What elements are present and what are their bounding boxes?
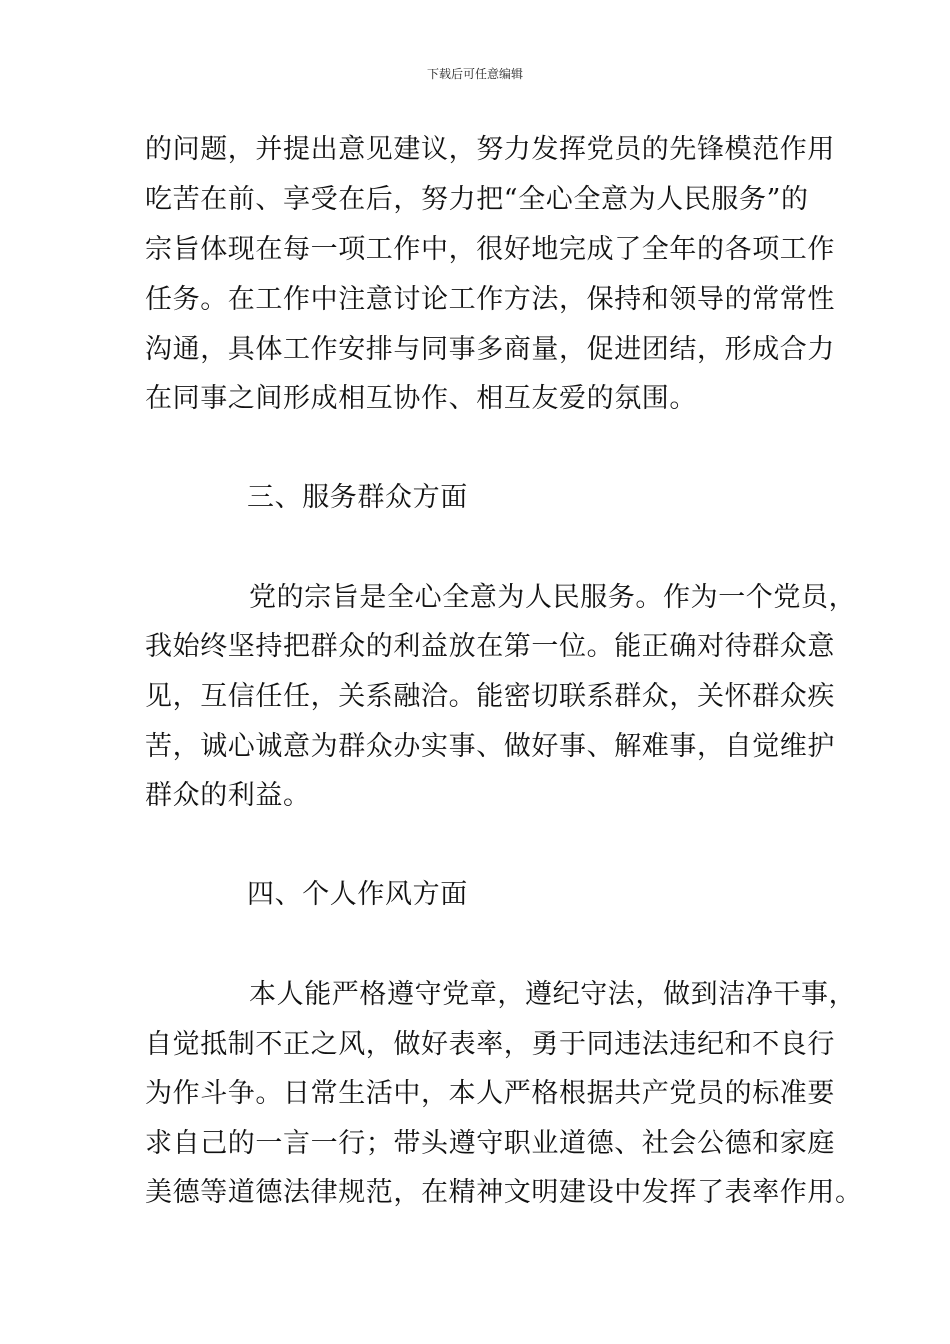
- section-3-line-1: 党的宗旨是全心全意为人民服务。作为一个党员，: [249, 582, 857, 613]
- paragraph-1-line-2: 吃苦在前、享受在后，努力把“全心全意为人民服务”的: [145, 184, 809, 215]
- section-3-line-5: 群众的利益。: [145, 780, 311, 811]
- section-3-heading: 三、服务群众方面: [247, 482, 468, 513]
- section-4-line-3: 为作斗争。日常生活中，本人严格根据共产党员的标准要: [145, 1078, 835, 1109]
- paragraph-1-line-3: 宗旨体现在每一项工作中，很好地完成了全年的各项工作: [145, 234, 835, 265]
- section-4-line-2: 自觉抵制不正之风，做好表率，勇于同违法违纪和不良行: [145, 1029, 835, 1060]
- section-4-line-5: 美德等道德法律规范，在精神文明建设中发挥了表率作用。: [145, 1177, 863, 1208]
- paragraph-1-line-1: 的问题，并提出意见建议，努力发挥党员的先锋模范作用: [145, 134, 835, 165]
- paragraph-1-line-4: 任务。在工作中注意讨论工作方法，保持和领导的常常性: [145, 284, 835, 315]
- section-3-line-2: 我始终坚持把群众的利益放在第一位。能正确对待群众意: [145, 631, 835, 662]
- section-3-line-3: 见，互信任任，关系融洽。能密切联系群众，关怀群众疾: [145, 681, 835, 712]
- section-3-line-4: 苦，诚心诚意为群众办实事、做好事、解难事，自觉维护: [145, 731, 835, 762]
- section-4-line-4: 求自己的一言一行；带头遵守职业道德、社会公德和家庭: [145, 1128, 835, 1159]
- section-4-line-1: 本人能严格遵守党章，遵纪守法，做到洁净干事，: [249, 979, 857, 1010]
- section-4-heading: 四、个人作风方面: [247, 879, 468, 910]
- header-note: 下载后可任意编辑: [426, 67, 523, 81]
- paragraph-1-line-6: 在同事之间形成相互协作、相互友爱的氛围。: [145, 383, 697, 414]
- paragraph-1-line-5: 沟通，具体工作安排与同事多商量，促进团结，形成合力: [145, 334, 835, 365]
